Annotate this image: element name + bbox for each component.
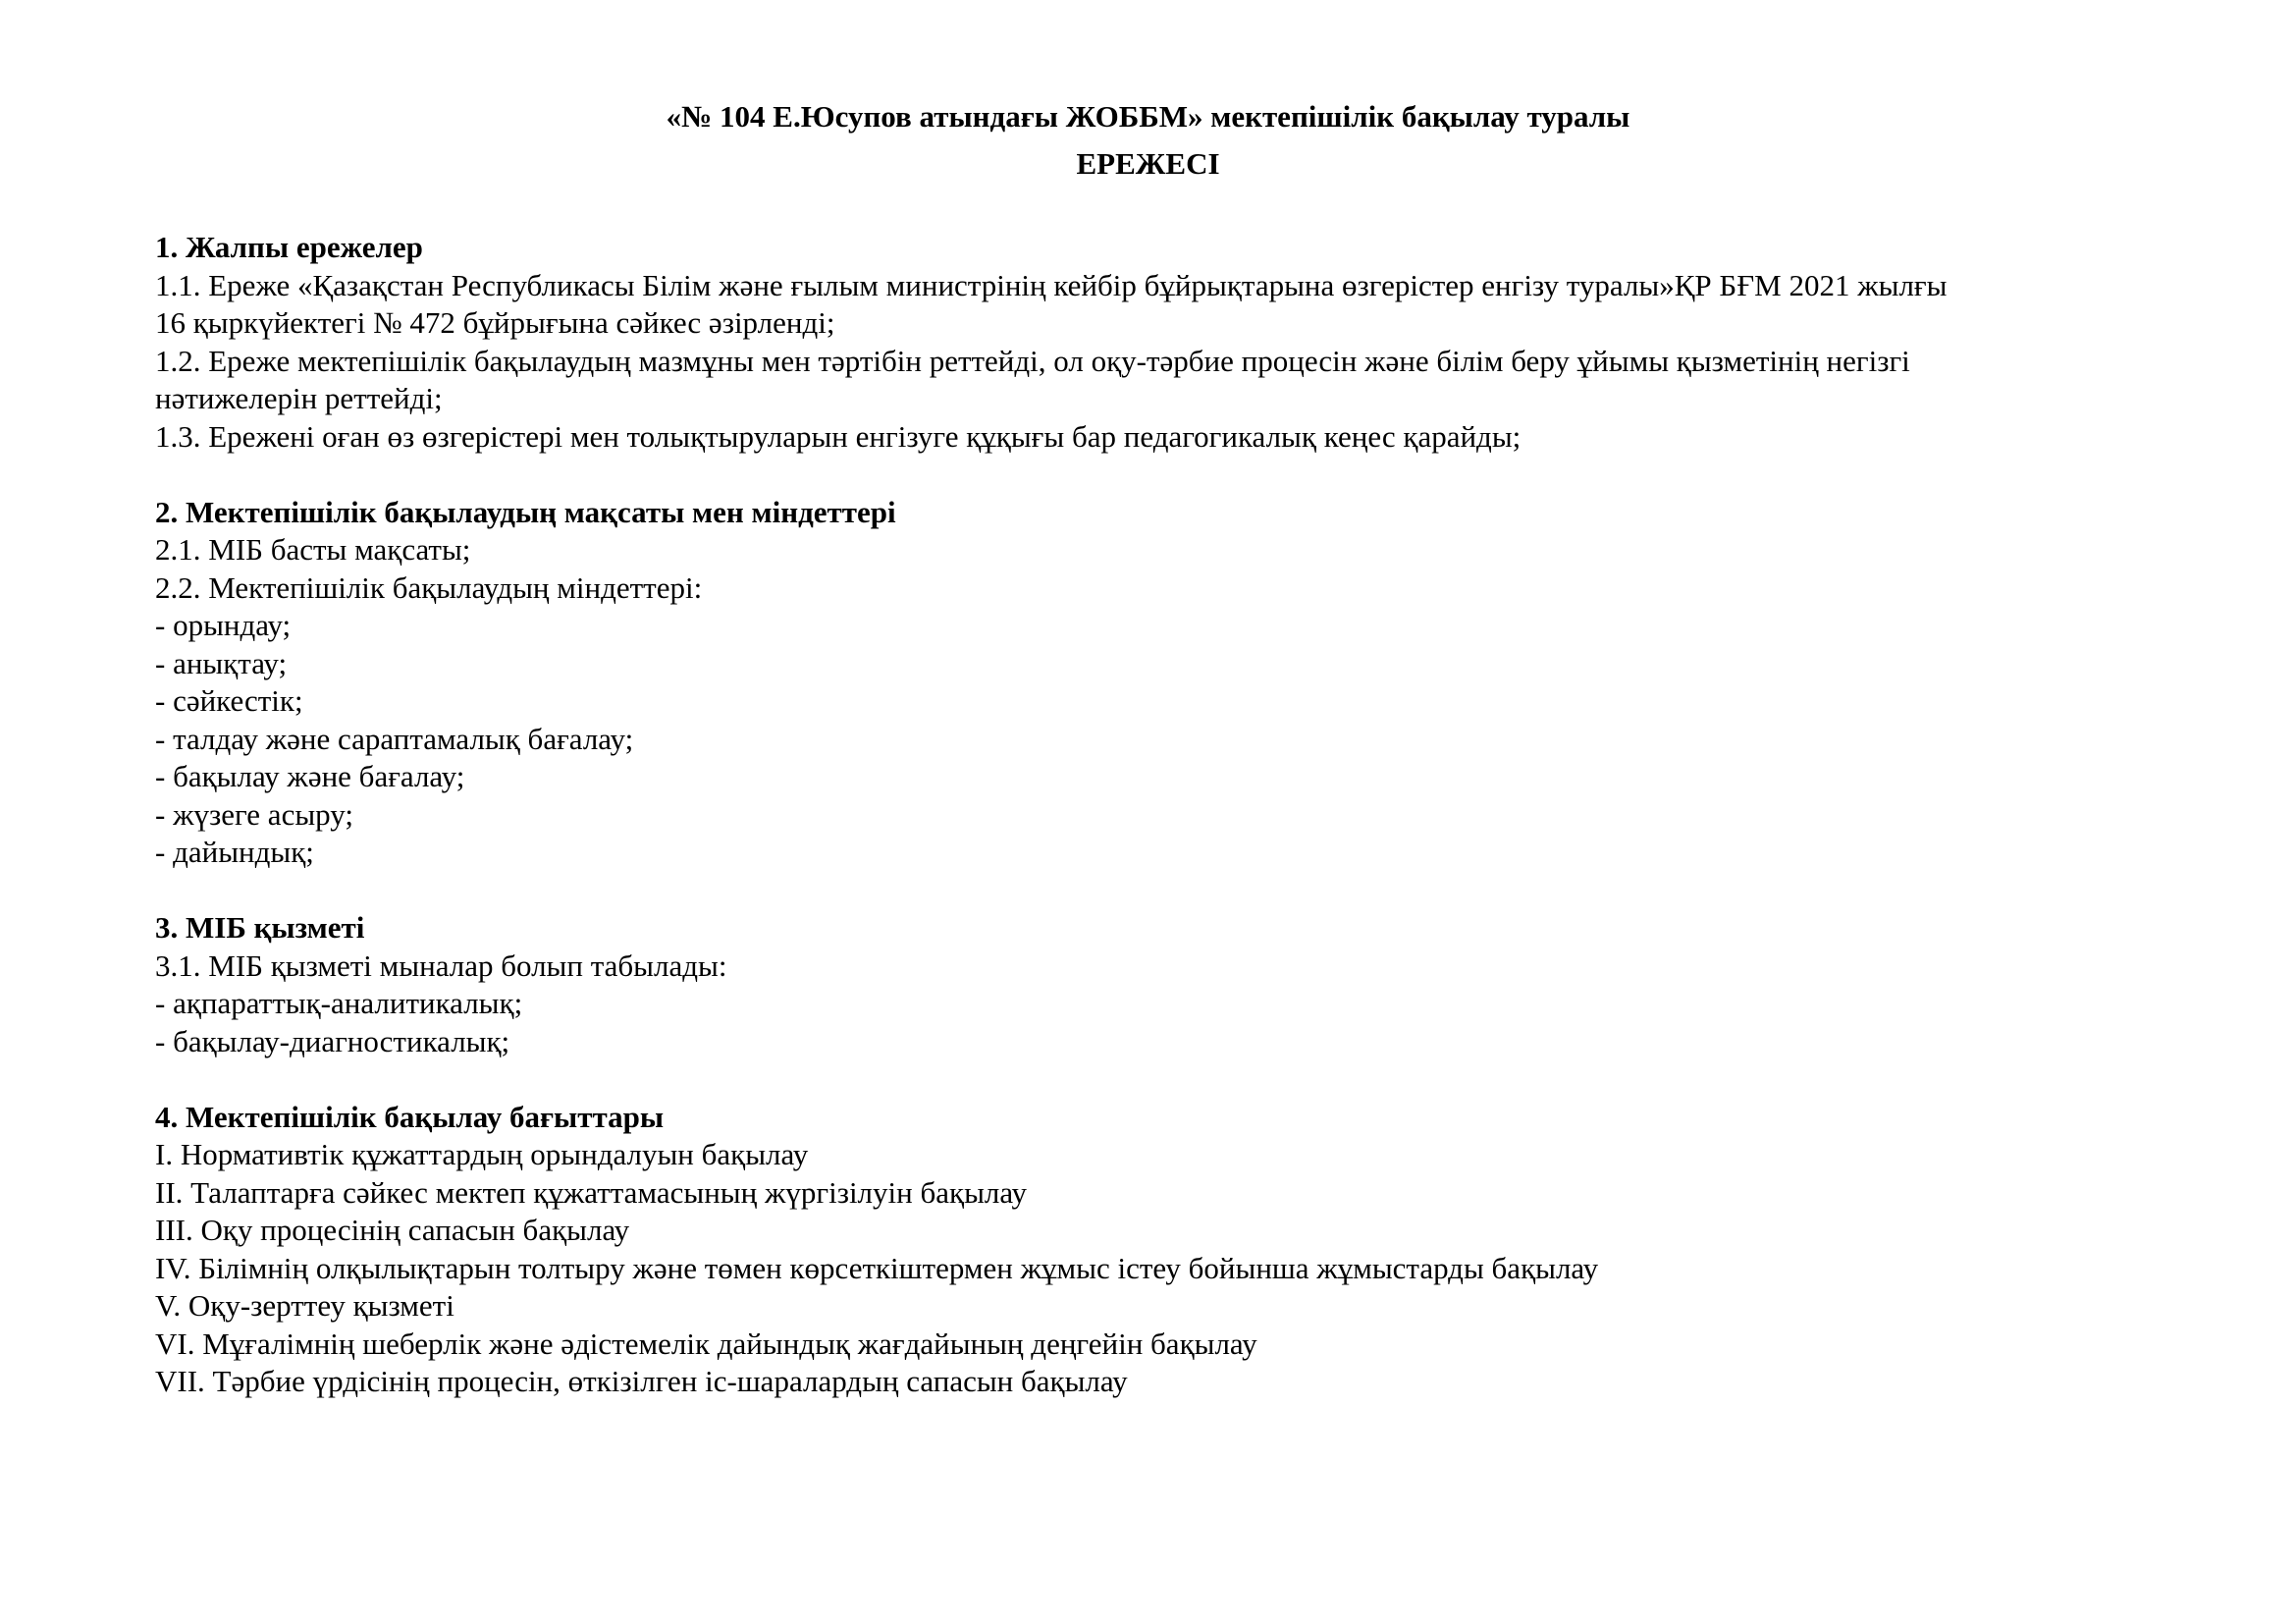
section-goals-and-tasks — [155, 494, 2158, 872]
list-item: I. Нормативтік құжаттардың орындалуын бақылау — [155, 1137, 809, 1171]
section-mib-activity — [155, 909, 2158, 1060]
paragraph-line: 1.1. Ереже «Қазақстан Республикасы Білім және ғылым министрінің кейбір бұйрықтарына өзгерістер енгізу туралы»ҚР БҒМ 2021 жылғы — [155, 267, 1948, 302]
section-heading: 1. Жалпы ережелер — [155, 230, 423, 264]
list-item: VI. Мұғалімнің шеберлік және әдістемелік дайындық жағдайының деңгейін бақылау — [155, 1326, 1257, 1361]
section-heading: 4. Мектепішілік бақылау бағыттары — [155, 1099, 665, 1134]
list-item: - жүзеге асыру; — [155, 796, 353, 832]
list-item: - сәйкестік; — [155, 683, 303, 718]
list-item: VII. Тәрбие үрдісінің процесін, өткізілген іс-шаралардың сапасын бақылау — [155, 1364, 1128, 1398]
paragraph-line: 16 қыркүйектегі № 472 бұйрығына сәйкес әзірленді; — [155, 305, 835, 340]
document-body — [155, 229, 2158, 1401]
paragraph-line: 3.1. МІБ қызметі мыналар болып табылады: — [155, 947, 727, 983]
list-item: - бақылау-диагностикалық; — [155, 1023, 510, 1058]
list-item: - анықтау; — [155, 645, 288, 680]
list-item: - талдау және сараптамалық бағалау; — [155, 721, 634, 756]
paragraph-line: 2.2. Мектепішілік бақылаудың міндеттері: — [155, 569, 703, 605]
document-subtitle: ЕРЕЖЕСІ — [1076, 146, 1220, 181]
list-item: V. Оқу-зерттеу қызметі — [155, 1288, 454, 1323]
list-item: IV. Білімнің олқылықтарын толтыру және төмен көрсеткіштермен жұмыс істеу бойынша жұмыстарды бақылау — [155, 1250, 1599, 1285]
section-heading: 3. МІБ қызметі — [155, 910, 365, 945]
document-title: «№ 104 Е.Юсупов атындағы ЖОББМ» мектепішілік бақылау туралы — [666, 99, 1630, 134]
list-item: III. Оқу процесінің сапасын бақылау — [155, 1213, 630, 1247]
paragraph-line: нәтижелерін реттейді; — [155, 381, 443, 415]
section-heading: 2. Мектепішілік бақылаудың мақсаты мен міндеттері — [155, 494, 896, 529]
list-item: - бақылау және бағалау; — [155, 759, 465, 793]
section-control-directions — [155, 1099, 2158, 1401]
paragraph-line: 1.2. Ереже мектепішілік бақылаудың мазмұны мен тәртібін реттейді, ол оқу-тәрбие процесін және білім беру ұйымы қызметінің негізгі — [155, 343, 1910, 378]
list-item: - орындау; — [155, 608, 292, 642]
list-item: - дайындық; — [155, 835, 314, 869]
paragraph-line: 1.3. Ережені оған өз өзгерістері мен толықтыруларын енгізуге құқығы бар педагогикалық кеңес қарайды; — [155, 418, 1522, 454]
list-item: - ақпараттық-аналитикалық; — [155, 986, 523, 1020]
list-item: II. Талаптарға сәйкес мектеп құжаттамасының жүргізілуін бақылау — [155, 1174, 1028, 1210]
section-general-rules — [155, 229, 2158, 456]
paragraph-line: 2.1. МІБ басты мақсаты; — [155, 532, 471, 567]
